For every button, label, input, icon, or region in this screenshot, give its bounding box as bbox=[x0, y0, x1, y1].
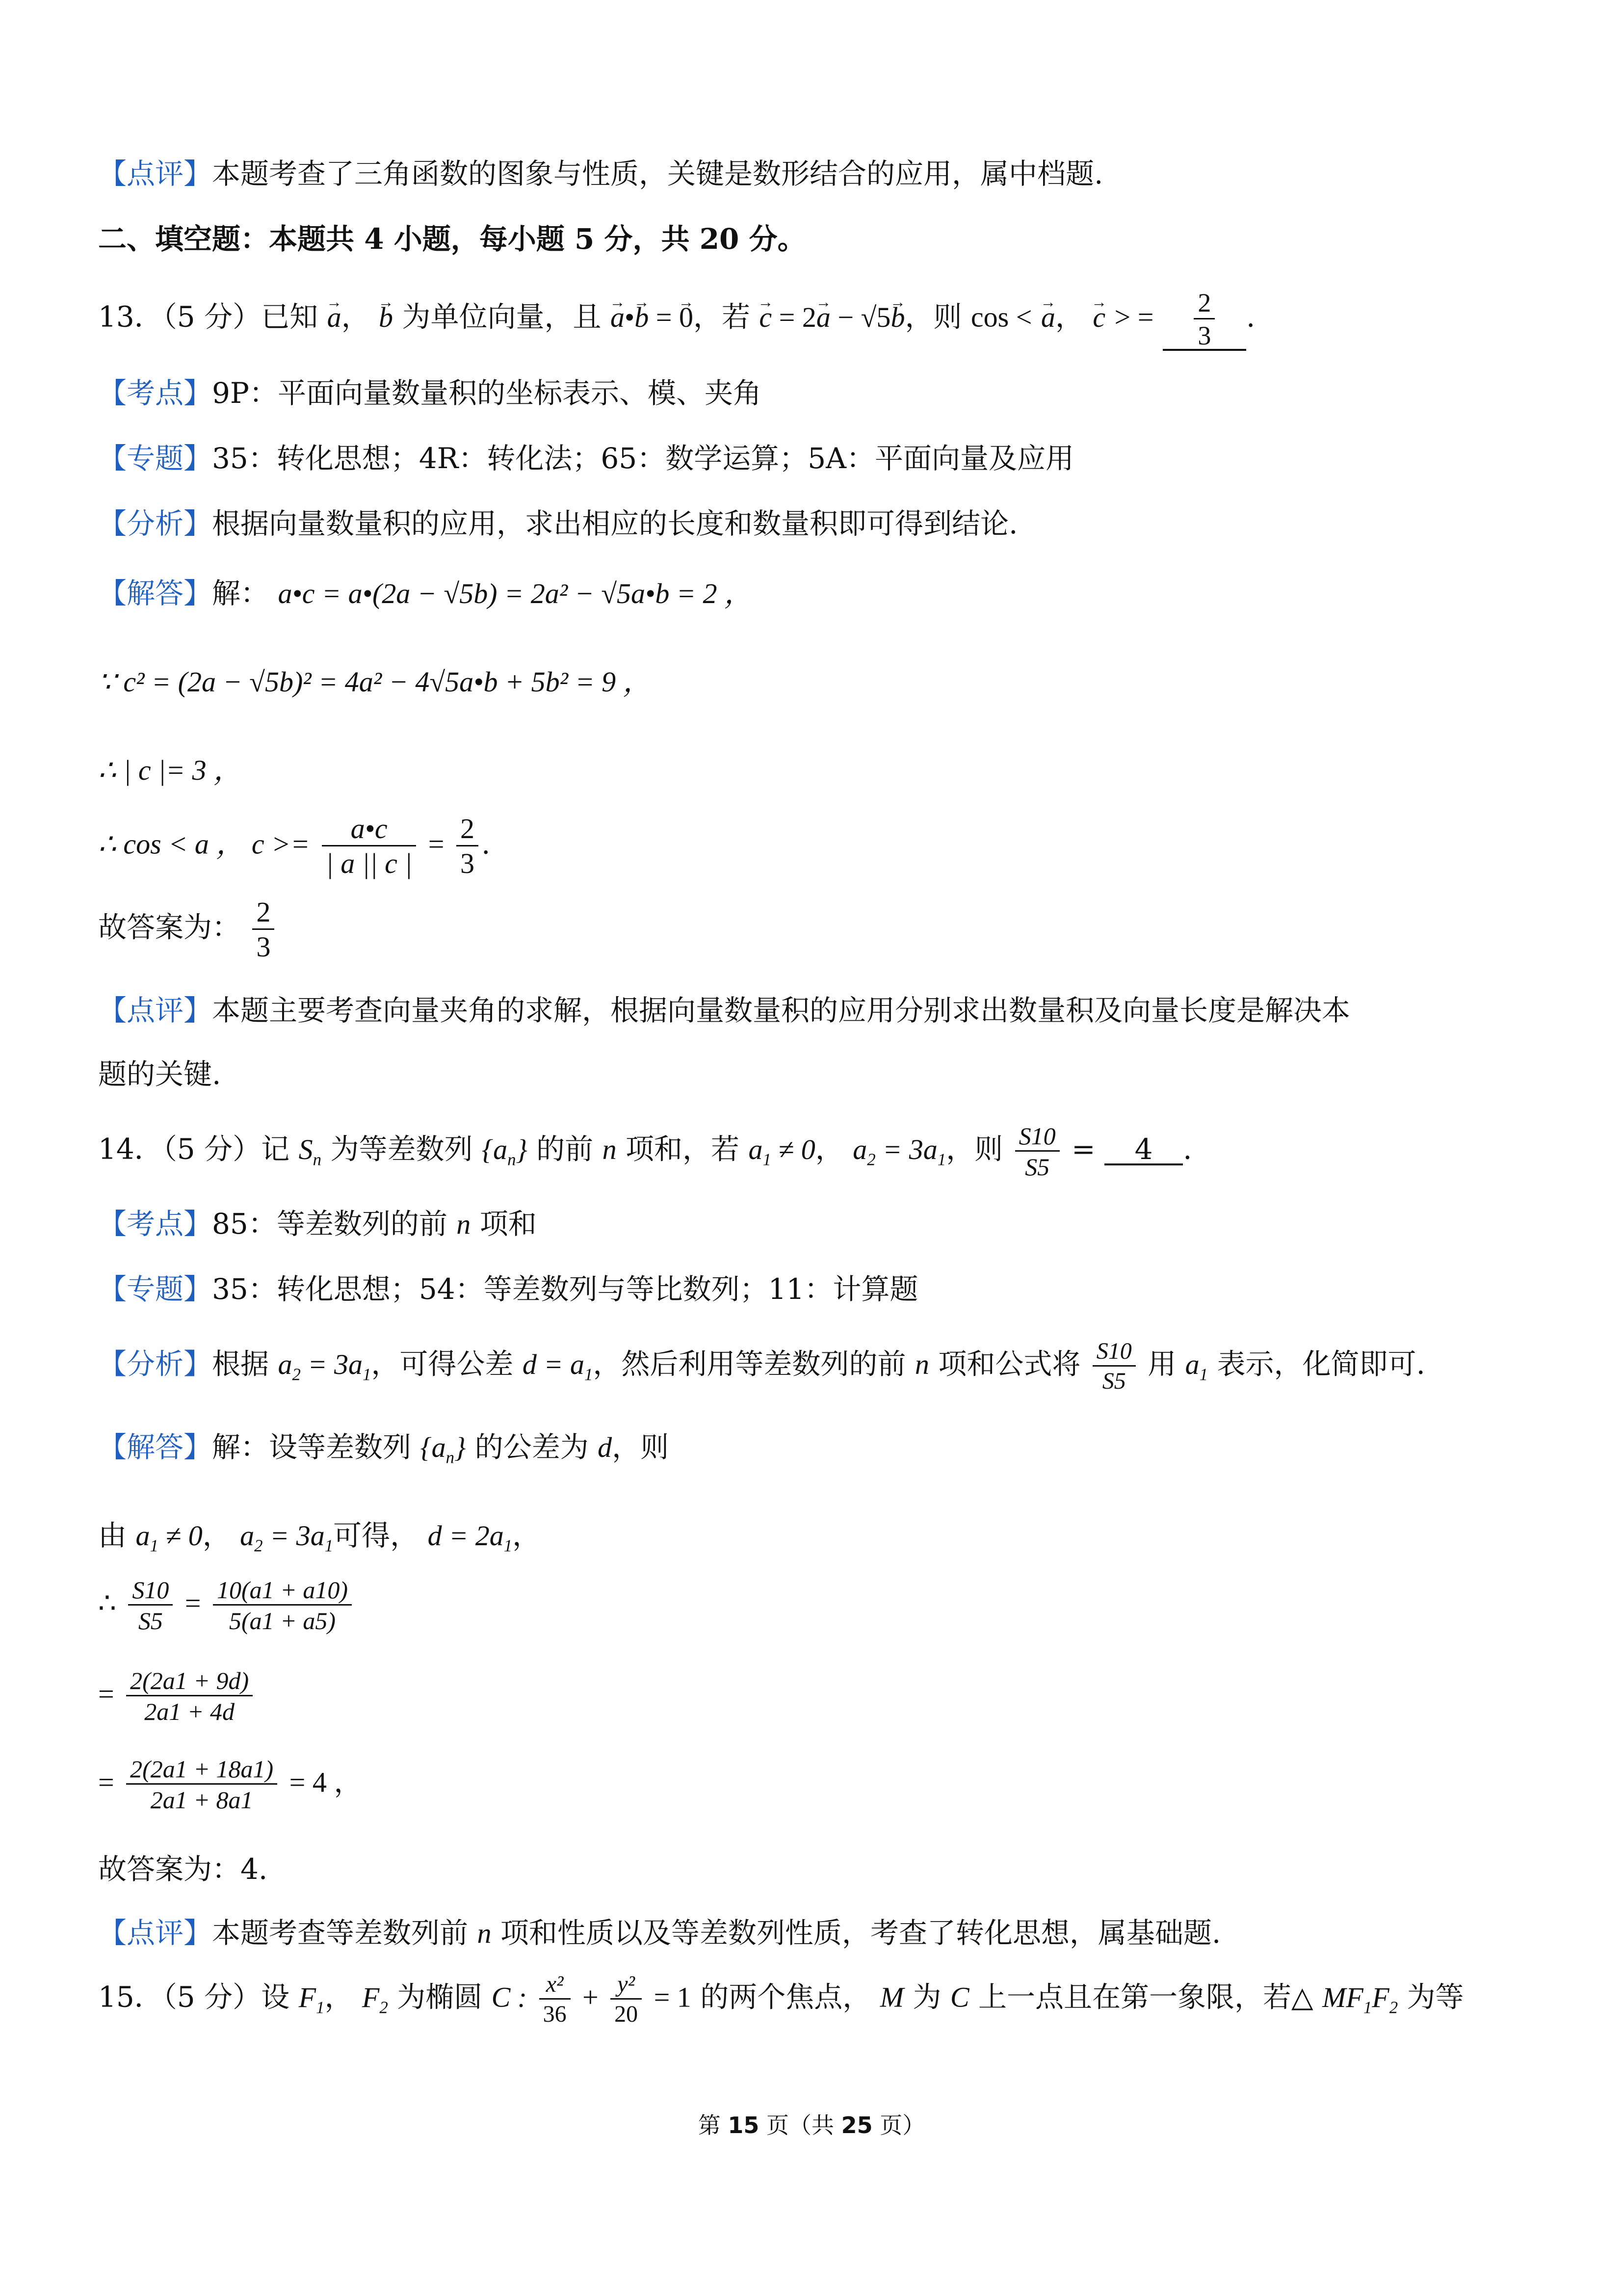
q13-kaodian bbox=[98, 376, 761, 410]
fenxi-text: 根据向量数量积的应用，求出相应的长度和数量积即可得到结论. bbox=[212, 507, 1018, 540]
q14-n: n bbox=[602, 1133, 617, 1165]
q14-s1-left: $\frac{S10}{S5}$ bbox=[128, 1578, 173, 1633]
q13-text: . bbox=[1246, 300, 1256, 334]
kaodian-tag: 【考点】 bbox=[98, 1207, 212, 1240]
section-text: 二、填空题：本题共 bbox=[98, 222, 365, 256]
kaodian-text: 85：等差数列的前 bbox=[212, 1207, 447, 1240]
dianping-text: 本题考查等差数列前 bbox=[212, 1916, 469, 1950]
section-heading bbox=[98, 222, 806, 256]
page-total: 25 bbox=[841, 2112, 873, 2138]
q14-text: = 4 ， bbox=[289, 1766, 363, 1798]
q14-step1-line: ∴ $\frac{S10}{S5}$ = $\frac{10(a1 + a10)}{5(a1 + a5)}$ bbox=[98, 1578, 355, 1633]
section-count: 4 bbox=[364, 222, 384, 256]
final-answer-label: 故答案为： bbox=[98, 910, 241, 944]
vector-b: → b bbox=[379, 303, 393, 332]
q15-text: 为 bbox=[913, 1980, 942, 2014]
jieda-text: 的公差为 bbox=[474, 1430, 589, 1464]
q15-stem: 15．（5 分）设 $F_1$， $F_2$ 为椭圆 C : $\frac{\text{x²}}{36}$ + $\frac{\text{y²}}{20}$ = 1 的两个焦点， M 为 C 上一点且在第一象限，若△ $MF_1F_2$ 为等 bbox=[98, 1971, 1464, 2027]
q13-c-def: → c = 2→ a − √5→ b bbox=[759, 301, 905, 333]
q14-text: 14．（5 分）记 bbox=[98, 1132, 290, 1166]
q14-final bbox=[98, 1852, 268, 1886]
q14-text: ， bbox=[815, 1132, 844, 1166]
zhuanti-text: 35：转化思想；4R：转化法；65：数学运算；5A：平面向量及应用 bbox=[212, 442, 1074, 475]
jieda-text: 解： bbox=[212, 577, 269, 610]
q14-text: ， bbox=[512, 1519, 541, 1552]
zhuanti-tag: 【专题】 bbox=[98, 1272, 212, 1306]
vector-a: → a bbox=[327, 303, 341, 332]
q14-dianping: 【点评】本题考查等差数列前 n 项和性质以及等差数列性质，考查了转化思想，属基础题. bbox=[98, 1916, 1221, 1950]
q14-s1-right: $\frac{10(a1 + a10)}{5(a1 + a5)}$ bbox=[213, 1578, 352, 1633]
q14-s3: $\frac{2(2a1 + 18a1)}{2a1 + 8a1}$ bbox=[126, 1757, 277, 1812]
q13-step1: a•c = a•(2a − √5b) = 2a² − √5a•b = 2 ， bbox=[278, 578, 753, 609]
q14-cond1: $a_1 \ne 0$ bbox=[748, 1133, 815, 1169]
footer-text: 页（共 bbox=[759, 2112, 841, 2138]
section-total: 20 bbox=[699, 222, 739, 256]
q15-text: 为等 bbox=[1407, 1980, 1464, 2014]
kaodian-tag: 【考点】 bbox=[98, 376, 212, 410]
final-answer-label: 故答案为：4. bbox=[98, 1852, 268, 1886]
q14-an: $\{a_n\}$ bbox=[481, 1133, 527, 1169]
dianping-tag: 【点评】 bbox=[98, 994, 212, 1027]
q14-fenxi-fraction: $\frac{S10}{S5}$ bbox=[1093, 1340, 1136, 1393]
page-number: 15 bbox=[728, 2112, 759, 2138]
footer-text: 第 bbox=[698, 2112, 728, 2138]
q14-text: 由 bbox=[98, 1519, 127, 1552]
q15-text: 的两个焦点， bbox=[700, 1980, 871, 2014]
fenxi-text: 用 bbox=[1148, 1347, 1177, 1381]
fenxi-tag: 【分析】 bbox=[98, 507, 212, 540]
q14-text: 可得， bbox=[333, 1519, 419, 1552]
kaodian-text: 项和 bbox=[479, 1207, 537, 1240]
fenxi-text: 项和公式将 bbox=[938, 1347, 1081, 1381]
section-text: 小题，每小题 bbox=[384, 222, 575, 256]
q14-text: ，则 bbox=[946, 1132, 1003, 1166]
q13-dianping bbox=[98, 996, 1350, 1025]
fenxi-tag: 【分析】 bbox=[98, 1347, 212, 1381]
q13-text: = bbox=[428, 828, 445, 860]
q14-zhuanti bbox=[98, 1272, 918, 1306]
q15-text: ， bbox=[324, 1980, 353, 2014]
q13-stem: 13．（5 分）已知 → a， → b 为单位向量，且 → a•→ b = → 0，若 → c = 2→ a − √5→ b，则 cos < → a， → c > = $\frac{2}{3}$ . bbox=[98, 290, 1255, 351]
q13-step4-line bbox=[98, 815, 490, 878]
kaodian-text: 9P：平面向量数量积的坐标表示、模、夹角 bbox=[212, 376, 761, 410]
q14-text: 项和，若 bbox=[626, 1132, 740, 1166]
q14-text: ∴ bbox=[98, 1586, 116, 1620]
section-text: 分，共 bbox=[594, 222, 700, 256]
q13-text: ， bbox=[341, 300, 370, 334]
q14-s2: $\frac{2(2a1 + 9d)}{2a1 + 4d}$ bbox=[126, 1668, 253, 1724]
q13-answer-fraction: $\frac{2}{3}$ bbox=[1194, 290, 1215, 349]
q14-step2-line: = $\frac{2(2a1 + 9d)}{2a1 + 4d}$ bbox=[98, 1668, 256, 1724]
q14-text: = bbox=[1072, 1132, 1096, 1166]
q13-text: ，若 bbox=[693, 300, 750, 334]
section-text: 分。 bbox=[739, 222, 806, 256]
zhuanti-text: 35：转化思想；54：等差数列与等比数列；11：计算题 bbox=[212, 1272, 918, 1306]
q13-answer-blank bbox=[1163, 290, 1246, 351]
jieda-text: 解：设等差数列 bbox=[212, 1430, 412, 1464]
q13-text: > = bbox=[1114, 301, 1154, 333]
q13-final bbox=[98, 898, 277, 961]
dianping-text: 题的关键. bbox=[98, 1057, 221, 1091]
q13-text: . bbox=[481, 827, 491, 861]
q14-cond2: $a_2 = 3a_1$ bbox=[853, 1133, 946, 1169]
page-footer bbox=[0, 2108, 1623, 2140]
q14-ratio-fraction: $\frac{S10}{S5}$ bbox=[1015, 1124, 1060, 1179]
q15-text: = 1 bbox=[654, 1981, 691, 2013]
q14-text: 为等差数列 bbox=[330, 1132, 473, 1166]
q14-text: ， bbox=[202, 1519, 231, 1552]
jieda-tag: 【解答】 bbox=[98, 577, 212, 610]
review-tag: 【点评】 bbox=[98, 157, 212, 190]
q13-zhuanti bbox=[98, 444, 1074, 473]
q13-text: ，则 bbox=[905, 300, 962, 334]
q14-fenxi: 【分析】根据 $a_2 = 3a_1$，可得公差 $d = a_1$，然后利用等差数列的前 n 项和公式将 $\frac{S10}{S5}$ 用 $a_1$ 表示，化简即可. bbox=[98, 1338, 1425, 1394]
q15-text: 15．（5 分）设 bbox=[98, 1980, 290, 2014]
q14-Sn: $S_n$ bbox=[298, 1133, 321, 1169]
q15-text: 上一点且在第一象限，若△ bbox=[978, 1980, 1313, 2014]
q13-fenxi bbox=[98, 509, 1018, 538]
q13-step4-fraction: $\frac{a•c}{| a || c |}$ bbox=[322, 815, 417, 878]
q13-text: 13．（5 分）已知 bbox=[98, 300, 318, 334]
zhuanti-tag: 【专题】 bbox=[98, 442, 212, 475]
dianping-tag: 【点评】 bbox=[98, 1916, 212, 1950]
q13-step2-line bbox=[98, 667, 652, 696]
q13-step3: ∴ | c |= 3 ， bbox=[98, 754, 242, 786]
q14-stem bbox=[98, 1124, 1192, 1179]
fenxi-text: ，可得公差 bbox=[371, 1347, 514, 1381]
q13-dianping-cont bbox=[98, 1057, 221, 1091]
top-review-line bbox=[98, 159, 1103, 188]
q14-answer-blank bbox=[1104, 1132, 1183, 1166]
section-score: 5 bbox=[574, 222, 595, 256]
q14-step3-line: = $\frac{2(2a1 + 18a1)}{2a1 + 8a1}$ = 4 ， bbox=[98, 1755, 363, 1814]
q15-text: 为椭圆 bbox=[397, 1980, 483, 2014]
q15-ellipse-y: $\frac{\text{y²}}{20}$ bbox=[610, 1973, 642, 2026]
q14-jieda: 【解答】解：设等差数列 $\{a_n\}$ 的公差为 d，则 bbox=[98, 1430, 669, 1467]
q14-text: . bbox=[1183, 1132, 1192, 1166]
q14-answer: 4 bbox=[1134, 1132, 1153, 1166]
fenxi-text: 表示，化简即可. bbox=[1217, 1347, 1425, 1381]
q13-cos: cos < bbox=[970, 301, 1032, 333]
q13-step2: ∵ c² = (2a − √5b)² = 4a² − 4√5a•b + 5b² = 9 ， bbox=[98, 666, 652, 698]
q14-kaodian: 【考点】85：等差数列的前 n 项和 bbox=[98, 1207, 537, 1240]
dianping-text: 本题主要考查向量夹角的求解，根据向量数量积的应用分别求出数量积及向量长度是解决本 bbox=[212, 994, 1351, 1027]
footer-text: 页） bbox=[872, 2112, 925, 2138]
jieda-tag: 【解答】 bbox=[98, 1430, 212, 1464]
fenxi-text: 根据 bbox=[212, 1347, 269, 1381]
q15-ellipse-x: $\frac{\text{x²}}{36}$ bbox=[539, 1973, 571, 2026]
q13-condition: → a•→ b = → 0 bbox=[610, 301, 693, 333]
q13-step4-result: $\frac{2}{3}$ bbox=[456, 815, 478, 878]
jieda-text: ，则 bbox=[612, 1430, 669, 1464]
review-text: 本题考查了三角函数的图象与性质，关键是数形结合的应用，属中档题. bbox=[212, 157, 1103, 190]
q13-jieda bbox=[98, 579, 753, 608]
q13-final-fraction: $\frac{2}{3}$ bbox=[252, 898, 274, 961]
dianping-text: 项和性质以及等差数列性质，考查了转化思想，属基础题. bbox=[500, 1916, 1221, 1950]
fenxi-text: ，然后利用等差数列的前 bbox=[593, 1347, 906, 1381]
q14-text: 的前 bbox=[536, 1132, 594, 1166]
q13-step4: ∴ cos < a ， c >= bbox=[98, 828, 310, 860]
q13-text: ， bbox=[1055, 300, 1084, 334]
q13-text: 为单位向量，且 bbox=[402, 300, 602, 334]
q14-step-line: 由 $a_1 \ne 0$， $a_2 = 3a_1$可得， $d = 2a_1$， bbox=[98, 1519, 541, 1556]
q13-step3-line bbox=[98, 756, 242, 785]
